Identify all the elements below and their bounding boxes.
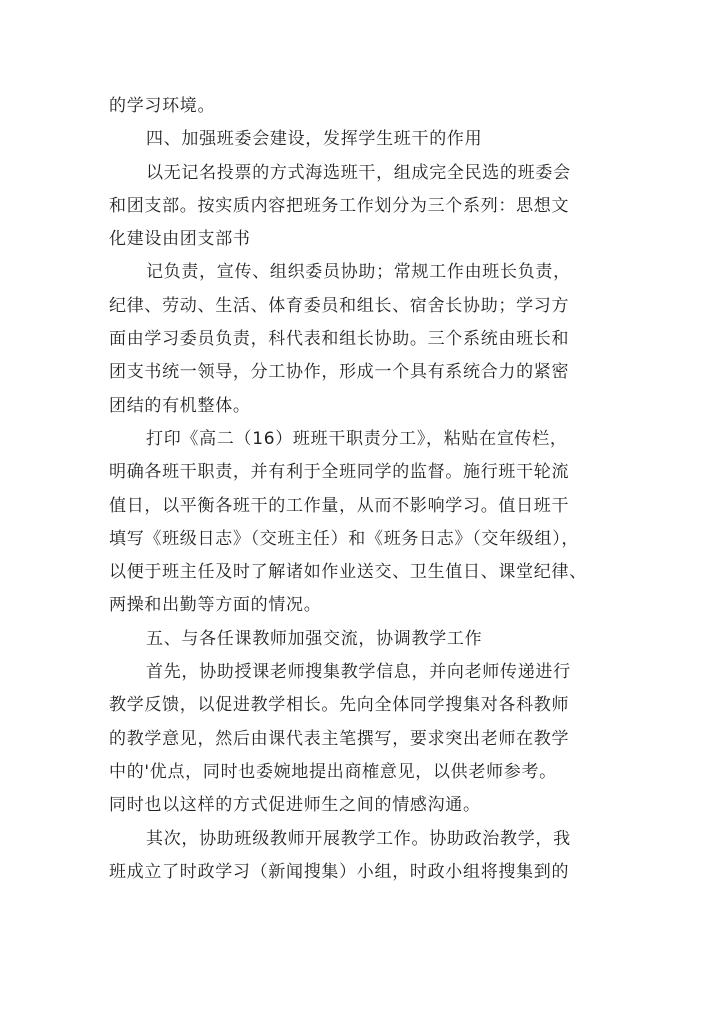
text-line: 值日，以平衡各班干的工作量，从而不影响学习。值日班干 [109,495,570,516]
text-line: 和团支部。按实质内容把班务工作划分为三个系列：思想文 [109,195,570,216]
text-line: 团支书统一领导，分工协作，形成一个具有系统合力的紧密 [109,362,570,383]
text-line: 的学习环境。 [109,96,216,116]
text-line: 的教学意见，然后由课代表主笔撰写，要求突出老师在教学 [109,728,570,749]
text-line: 中的'优点，同时也委婉地提出商榷意见，以供老师参考。 [109,761,557,782]
text-line: 团结的有机整体。 [109,395,251,416]
section-heading: 五、与各任课教师加强交流，协调教学工作 [146,628,483,649]
document-body [109,90,614,889]
text-line: 明确各班干职责，并有利于全班同学的监督。施行班干轮流 [109,462,570,483]
section-heading: 四、加强班委会建设，发挥学生班干的作用 [146,129,483,150]
text-line: 首先，协助授课老师搜集教学信息，并向老师传递进行 [146,662,571,683]
text-line: 两操和出勤等方面的情况。 [109,595,322,616]
text-line: 打印《高二（16）班班干职责分工》，粘贴在宣传栏， [146,428,568,449]
text-line: 化建设由团支部书 [109,229,251,250]
text-line: 同时也以这样的方式促进师生之间的情感沟通。 [109,795,481,816]
text-line: 班成立了时政学习（新闻搜集）小组，时政小组将搜集到的 [109,861,570,882]
text-line: 填写《班级日志》（交班主任）和《班务日志》（交年级组）， [109,528,580,549]
text-line: 面由学习委员负责，科代表和组长协助。三个系统由班长和 [109,329,570,350]
text-line: 教学反馈，以促进教学相长。先向全体同学搜集对各科教师 [109,695,570,716]
text-line: 记负责，宣传、组织委员协助；常规工作由班长负责， [146,262,571,283]
text-line: 以便于班主任及时了解诸如作业送交、卫生值日、课堂纪律、 [109,562,587,583]
text-line: 以无记名投票的方式海选班干，组成完全民选的班委会 [146,162,571,183]
text-line: 纪律、劳动、生活、体育委员和组长、宿舍长协助；学习方 [109,295,570,316]
text-line: 其次，协助班级教师开展教学工作。协助政治教学，我 [146,828,571,849]
